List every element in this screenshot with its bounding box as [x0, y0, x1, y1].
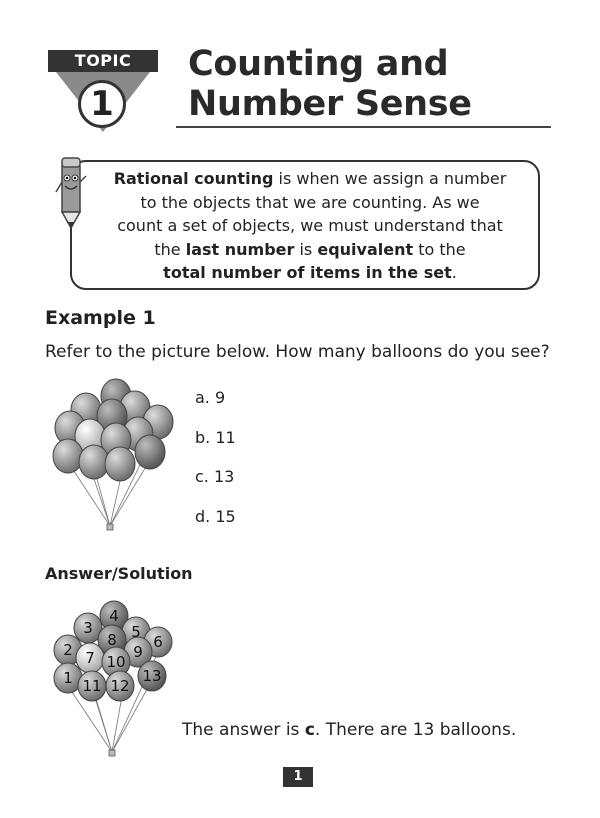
- balloon-number: 13: [142, 667, 162, 685]
- answer-letter: c: [304, 720, 315, 740]
- topic-number: 1: [78, 80, 126, 128]
- definition-fragment: to the: [413, 239, 466, 259]
- term-last-number: last number: [185, 239, 295, 259]
- balloon-number: 6: [153, 633, 163, 651]
- term-total-items: total number of items in the set: [163, 263, 452, 282]
- balloon-number: 5: [131, 623, 141, 641]
- answer-text: [182, 720, 516, 740]
- term-equivalent: equivalent: [317, 239, 414, 259]
- balloon-number: 10: [106, 653, 126, 671]
- option-b: b. 11: [195, 428, 236, 447]
- answer-prefix: The answer is: [182, 720, 305, 740]
- option-c: c. 13: [195, 467, 235, 486]
- balloon-number: 9: [133, 643, 143, 661]
- definition-line: count a set of objects, we must understand that: [117, 216, 503, 235]
- title-line-2: Number Sense: [188, 84, 472, 124]
- topic-label: TOPIC: [48, 50, 158, 72]
- answer-suffix: . There are 13 balloons.: [314, 720, 517, 740]
- solution-title: Answer/Solution: [45, 564, 193, 583]
- page-number: 1: [283, 767, 313, 787]
- definition-line: to the objects that we are counting. As we: [140, 192, 480, 212]
- balloon-number: 12: [110, 677, 130, 695]
- definition-fragment: the: [154, 239, 186, 259]
- balloon-number: 4: [109, 607, 119, 625]
- balloon-number: 1: [63, 669, 73, 687]
- numbered-balloons-illustration: [50, 600, 180, 762]
- definition-text: [90, 167, 530, 285]
- balloon-number: 3: [83, 619, 93, 637]
- title-underline: [176, 126, 551, 128]
- balloon-number: 2: [63, 641, 73, 659]
- balloon-number: 11: [82, 677, 102, 695]
- example-title: Example 1: [45, 307, 156, 329]
- definition-fragment: is when we assign a number: [273, 169, 507, 188]
- definition-fragment: .: [451, 263, 457, 282]
- option-a: a. 9: [195, 388, 226, 407]
- title-line-1: Counting and: [188, 44, 449, 84]
- balloon-number: 8: [107, 631, 117, 649]
- page-title: [188, 44, 472, 124]
- balloon-number: 7: [85, 649, 95, 667]
- term-rational-counting: Rational counting: [113, 169, 274, 188]
- example-question: Refer to the picture below. How many balloons do you see?: [45, 342, 550, 362]
- definition-fragment: is: [294, 239, 318, 259]
- option-d: d. 15: [195, 507, 236, 526]
- balloons-illustration: [50, 376, 180, 536]
- pencil-mascot-icon: [54, 152, 90, 230]
